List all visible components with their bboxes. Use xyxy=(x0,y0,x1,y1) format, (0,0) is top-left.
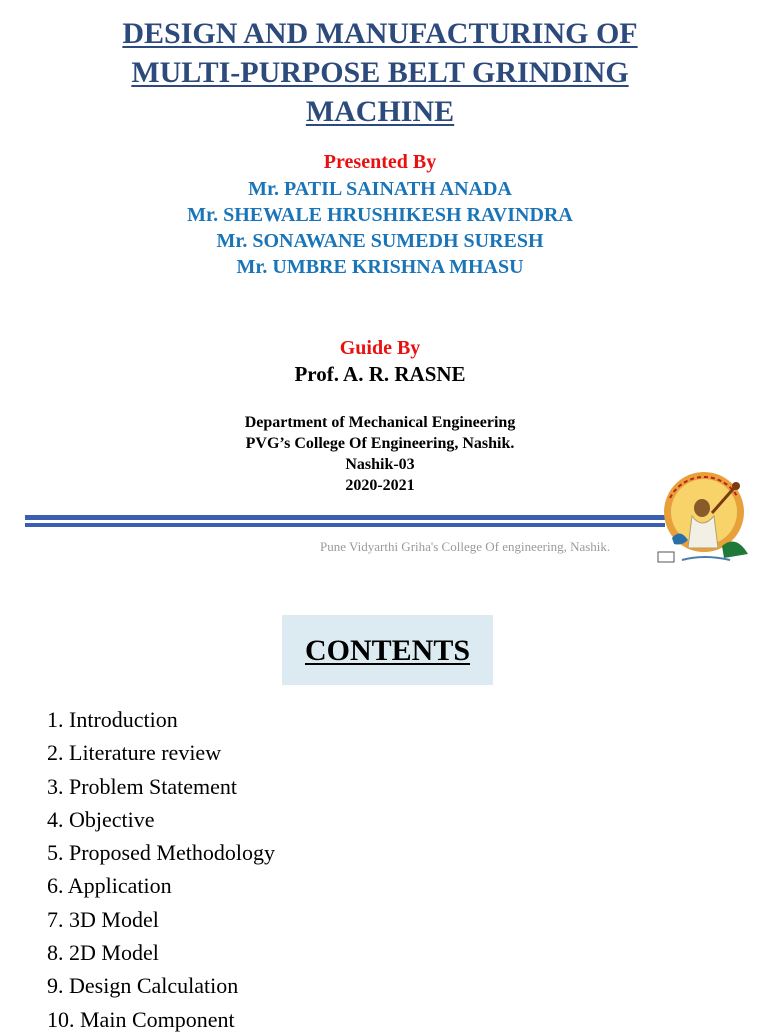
divider-rule xyxy=(25,515,665,520)
toc-item: 7. 3D Model xyxy=(47,906,159,932)
saraswati-logo-icon xyxy=(652,468,752,568)
title-line: DESIGN AND MANUFACTURING OF xyxy=(122,17,638,50)
toc-item: 9. Design Calculation xyxy=(47,973,239,999)
department-line: Department of Mechanical Engineering xyxy=(244,414,516,431)
toc-item: 1. Introduction xyxy=(47,707,178,732)
toc-item: 6. Application xyxy=(47,873,172,899)
title-line: MACHINE xyxy=(305,95,455,128)
department-info xyxy=(0,412,760,496)
guide-by-label: Guide By xyxy=(339,337,421,359)
city-line: Nashik-03 xyxy=(345,456,415,473)
presented-by-label: Presented By xyxy=(323,151,437,173)
presenter-name: Mr. UMBRE KRISHNA MHASU xyxy=(236,256,524,278)
presenter-name: Mr. SHEWALE HRUSHIKESH RAVINDRA xyxy=(187,204,573,226)
year-line: 2020-2021 xyxy=(345,477,415,494)
presentation-title xyxy=(60,14,700,131)
toc-item: 4. Objective xyxy=(47,806,155,832)
title-line: MULTI-PURPOSE BELT GRINDING xyxy=(131,56,629,89)
toc-item: 10. Main Component xyxy=(47,1006,235,1032)
college-line: PVG’s College Of Engineering, Nashik. xyxy=(245,435,515,452)
toc-item: 3. Problem Statement xyxy=(47,773,238,799)
contents-heading: CONTENTS xyxy=(304,634,471,667)
presenter-name: Mr. PATIL SAINATH ANADA xyxy=(248,178,512,200)
guide-name: Prof. A. R. RASNE xyxy=(294,362,466,386)
footer-text: Pune Vidyarthi Griha's College Of engineering, Nashik. xyxy=(320,539,611,554)
contents-heading-box xyxy=(282,615,493,685)
toc-item: 8. 2D Model xyxy=(47,940,159,966)
table-of-contents xyxy=(47,703,275,1036)
presenter-list xyxy=(0,176,760,280)
toc-item: 5. Proposed Methodology xyxy=(47,840,275,866)
toc-item: 2. Literature review xyxy=(47,740,222,766)
divider-rule xyxy=(25,523,665,527)
presenter-name: Mr. SONAWANE SUMEDH SURESH xyxy=(216,230,544,252)
